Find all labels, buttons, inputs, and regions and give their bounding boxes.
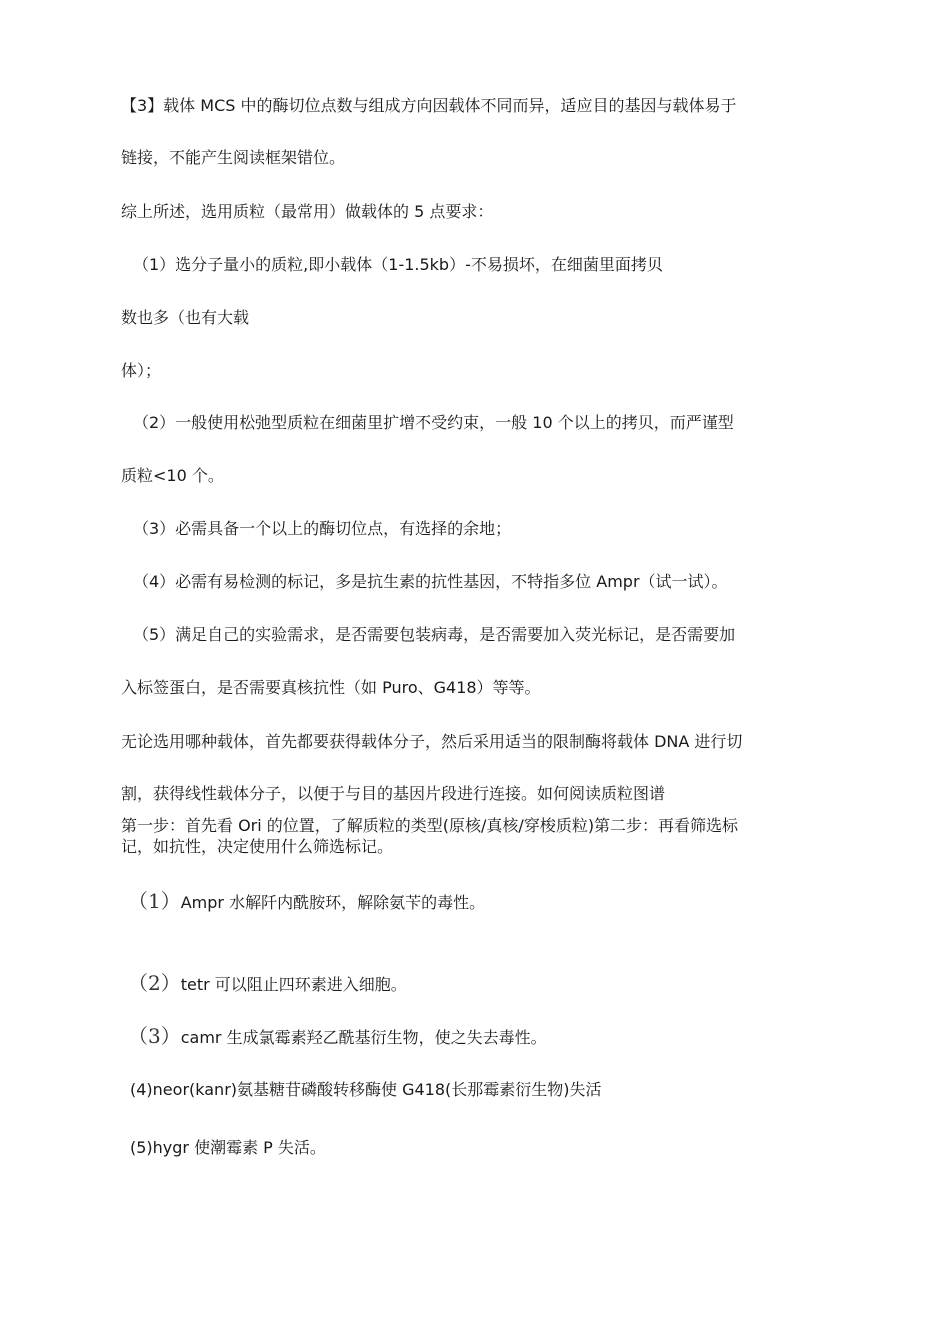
text-line: （1）选分子量小的质粒,即小载体（1-1.5kb）-不易损坏，在细菌里面拷贝 — [133, 255, 663, 274]
text-line: （3）必需具备一个以上的酶切位点，有选择的余地； — [133, 519, 512, 538]
text-line: （5）满足自己的实验需求，是否需要包装病毒，是否需要加入荧光标记，是否需要加 — [133, 625, 736, 644]
item-marker: （2） — [128, 971, 181, 995]
resistance-item — [128, 890, 485, 914]
text-line: 第一步：首先看 Ori 的位置，了解质粒的类型(原核/真核/穿梭质粒)第二步：再看筛选标 — [121, 816, 739, 835]
resistance-item — [128, 972, 407, 996]
text-line: 链接，不能产生阅读框架错位。 — [121, 148, 346, 167]
item-marker: （3） — [128, 1024, 181, 1048]
text-line: (4)neor(kanr)氨基糖苷磷酸转移酶使 G418(长那霉素衍生物)失活 — [130, 1080, 602, 1099]
item-text: camr 生成氯霉素羟乙酰基衍生物，使之失去毒性。 — [180, 1028, 547, 1047]
item-text: tetr 可以阻止四环素进入细胞。 — [180, 975, 407, 994]
item-text: Ampr 水解阡内酰胺环，解除氨苄的毒性。 — [180, 893, 486, 912]
text-line: 数也多（也有大载 — [121, 308, 250, 327]
text-line: 体）； — [121, 361, 162, 380]
resistance-item — [128, 1025, 547, 1049]
text-line: （2）一般使用松弛型质粒在细菌里扩增不受约束，一般 10 个以上的拷贝，而严谨型 — [133, 413, 734, 432]
text-line: 无论选用哪种载体，首先都要获得载体分子，然后采用适当的限制酶将载体 DNA 进行切 — [121, 732, 743, 751]
text-line: 割，获得线性载体分子，以便于与目的基因片段进行连接。如何阅读质粒图谱 — [121, 784, 666, 803]
text-line: 入标签蛋白，是否需要真核抗性（如 Puro、G418）等等。 — [121, 678, 541, 697]
text-line: 质粒<10 个。 — [121, 466, 224, 485]
text-line: 【3】载体 MCS 中的酶切位点数与组成方向因载体不同而异，适应目的基因与载体易于 — [121, 96, 737, 115]
text-line: 记，如抗性，决定使用什么筛选标记。 — [121, 837, 394, 856]
item-marker: （1） — [128, 889, 181, 913]
text-line: （4）必需有易检测的标记，多是抗生素的抗性基因，不特指多位 Ampr（试一试）。 — [133, 572, 728, 591]
text-line: 综上所述，选用质粒（最常用）做载体的 5 点要求： — [121, 202, 494, 221]
text-line: (5)hygr 使潮霉素 P 失活。 — [130, 1138, 326, 1157]
